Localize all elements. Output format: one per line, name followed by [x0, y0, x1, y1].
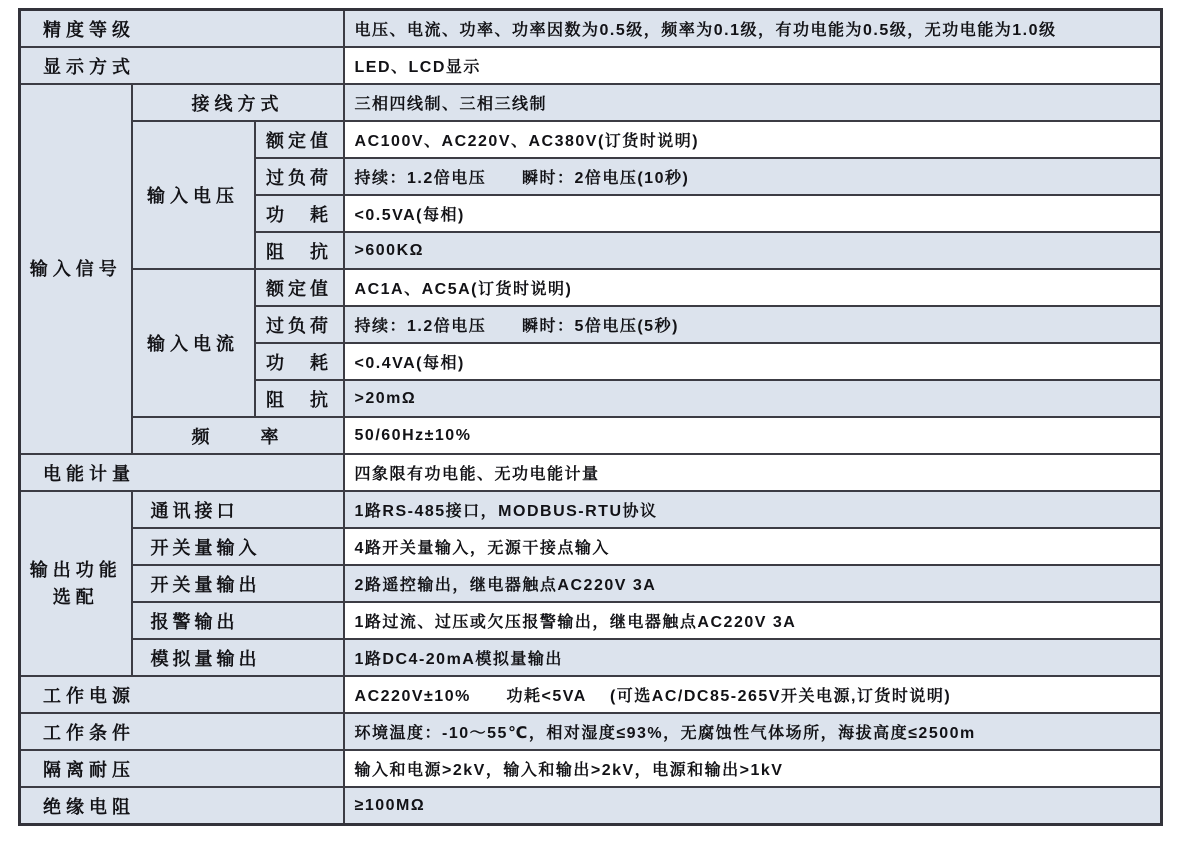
- table-row: [20, 565, 1162, 602]
- table-row: [20, 639, 1162, 676]
- table-row: [20, 676, 1162, 713]
- row-header: 隔离耐压: [20, 750, 344, 787]
- subgroup-label: 输入电流: [132, 269, 255, 417]
- table-row: [20, 787, 1162, 825]
- row-header: 开关量输出: [132, 565, 344, 602]
- attr-label: 阻 抗: [255, 232, 344, 269]
- row-header: 显示方式: [20, 47, 344, 84]
- row-value: 4路开关量输入，无源干接点输入: [344, 528, 1162, 565]
- row-header: 频 率: [132, 417, 344, 454]
- table-row: [20, 269, 1162, 306]
- row-value: 持续：1.2倍电压 瞬时：5倍电压(5秒): [344, 306, 1162, 343]
- row-header: 模拟量输出: [132, 639, 344, 676]
- table-row: [20, 750, 1162, 787]
- subgroup-label: 输入电压: [132, 121, 255, 269]
- attr-label: 额定值: [255, 121, 344, 158]
- row-header: 通讯接口: [132, 491, 344, 528]
- row-value: LED、LCD显示: [344, 47, 1162, 84]
- attr-label: 阻 抗: [255, 380, 344, 417]
- row-value: 环境温度：-10～55℃，相对湿度≤93%，无腐蚀性气体场所，海拔高度≤2500m: [344, 713, 1162, 750]
- row-header: 绝缘电阻: [20, 787, 344, 825]
- row-value: 持续：1.2倍电压 瞬时：2倍电压(10秒): [344, 158, 1162, 195]
- row-value: AC1A、AC5A(订货时说明): [344, 269, 1162, 306]
- table-row: [20, 10, 1162, 48]
- row-header: 电能计量: [20, 454, 344, 491]
- row-value: AC100V、AC220V、AC380V(订货时说明): [344, 121, 1162, 158]
- group-label: 输出功能选配: [20, 491, 132, 676]
- row-header: 接线方式: [132, 84, 344, 121]
- row-value: 三相四线制、三相三线制: [344, 84, 1162, 121]
- table-row: [20, 417, 1162, 454]
- table-row: [20, 121, 1162, 158]
- group-label: 输入信号: [20, 84, 132, 454]
- table-row: [20, 491, 1162, 528]
- row-value: <0.5VA(每相): [344, 195, 1162, 232]
- row-value: 输入和电源>2kV，输入和输出>2kV，电源和输出>1kV: [344, 750, 1162, 787]
- row-value: 1路RS-485接口，MODBUS-RTU协议: [344, 491, 1162, 528]
- table-row: [20, 47, 1162, 84]
- attr-label: 额定值: [255, 269, 344, 306]
- attr-label: 过负荷: [255, 306, 344, 343]
- row-value: AC220V±10% 功耗<5VA (可选AC/DC85-265V开关电源,订货时说明): [344, 676, 1162, 713]
- table-row: [20, 84, 1162, 121]
- table-row: [20, 602, 1162, 639]
- row-value: 1路过流、过压或欠压报警输出，继电器触点AC220V 3A: [344, 602, 1162, 639]
- attr-label: 功 耗: [255, 195, 344, 232]
- row-header: 工作条件: [20, 713, 344, 750]
- row-value: 50/60Hz±10%: [344, 417, 1162, 454]
- row-header: 报警输出: [132, 602, 344, 639]
- row-value: >20mΩ: [344, 380, 1162, 417]
- row-value: 2路遥控输出，继电器触点AC220V 3A: [344, 565, 1162, 602]
- table-row: [20, 713, 1162, 750]
- row-header: 开关量输入: [132, 528, 344, 565]
- spec-table: [18, 8, 1163, 826]
- row-value: 四象限有功电能、无功电能计量: [344, 454, 1162, 491]
- row-value: 电压、电流、功率、功率因数为0.5级，频率为0.1级，有功电能为0.5级，无功电能为1.0级: [344, 10, 1162, 48]
- row-value: <0.4VA(每相): [344, 343, 1162, 380]
- attr-label: 过负荷: [255, 158, 344, 195]
- row-value: 1路DC4-20mA模拟量输出: [344, 639, 1162, 676]
- row-header: 精度等级: [20, 10, 344, 48]
- attr-label: 功 耗: [255, 343, 344, 380]
- table-row: [20, 454, 1162, 491]
- table-row: [20, 528, 1162, 565]
- row-value: ≥100MΩ: [344, 787, 1162, 825]
- row-value: >600KΩ: [344, 232, 1162, 269]
- row-header: 工作电源: [20, 676, 344, 713]
